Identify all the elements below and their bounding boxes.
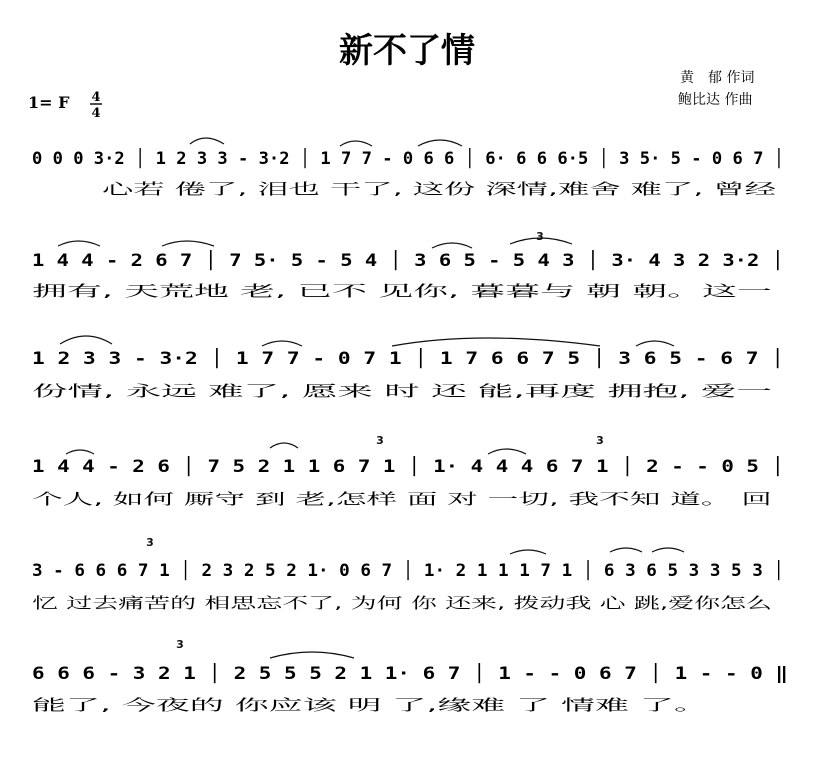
lyricist-credit: 黄 郁 作词: [680, 70, 755, 86]
composer-credit: 鲍比达 作曲: [678, 92, 753, 108]
slur: [510, 550, 546, 554]
slur: [60, 336, 112, 344]
slur: [162, 241, 214, 246]
notation-line: 1 2 3 3 - 3·2 │ 1 7 7 - 0 7 1 │ 1 7 6 6 7 5 │ 3 6 5 - 6 7 │: [32, 349, 636, 369]
slur: [652, 548, 684, 552]
triplet-three: 3: [176, 638, 184, 651]
notation-line: 3 - 6 6 6 7 1 │ 2 3 2 5 2 1· 0 6 7 │ 1· 2 1 1 1 7 1 │ 6 3 6 5 3 3 5 3 │: [32, 561, 759, 581]
score-header: [28, 31, 754, 121]
triplet-three: 3: [596, 434, 604, 447]
system-3: [32, 348, 784, 400]
notation-line: 1 4 4 - 2 6 │ 7 5 2 1 1 6 7 1 │ 1· 4 4 4 6 7 1 │ 2 - - 0 5 │: [32, 457, 647, 477]
lyrics-line: 能了, 今夜的 你应该 明 了,缘难 了 情难 了。: [32, 696, 708, 714]
slur: [58, 241, 100, 246]
notation-line: 1 4 4 - 2 6 7 │ 7 5· 5 - 5 4 │ 3 6 5 - 5 4 3 │ 3· 4 3 2 3·2 │: [32, 251, 657, 271]
slur: [190, 138, 224, 144]
system-5: [32, 560, 784, 612]
system-2: [32, 250, 784, 300]
key-signature: 1= F: [28, 93, 70, 112]
lyrics-line: 个人, 如何 厮守 到 老,怎样 面 对 一切, 我不知 道。 回: [32, 490, 773, 508]
lyrics-line: 忆 过去痛苦的 相思忘不了, 为何 你 还来, 拨动我 心 跳,爱你怎么: [32, 594, 772, 612]
notation-line: 6 6 6 - 3 2 1 │ 2 5 5 5 2 1 1· 6 7 │ 1 - - 0 6 7 │ 1 - - 0 ‖: [32, 664, 647, 684]
song-title: 新不了情: [339, 31, 475, 71]
time-signature-top: 4: [91, 90, 101, 105]
lyrics-line: 拥有, 天荒地 老, 已不 见你, 暮暮与 朝 朝。这一: [32, 282, 772, 300]
slur: [340, 141, 372, 146]
slur: [270, 652, 354, 658]
slur: [610, 548, 642, 552]
triplet-three: 3: [146, 536, 154, 549]
system-4: [32, 456, 784, 508]
system-1: [32, 148, 784, 198]
slur: [262, 341, 302, 346]
slur: [270, 443, 298, 448]
lyrics-line: 份情, 永远 难了, 愿来 时 还 能,再度 拥抱, 爱一: [32, 382, 772, 400]
lyrics-line: 心若 倦了, 泪也 干了, 这份 深情,难舍 难了, 曾经: [102, 180, 776, 198]
slur: [636, 341, 674, 346]
slur: [392, 338, 600, 346]
notation-line: 0 0 0 3·2 │ 1 2 3 3 - 3·2 │ 1 7 7 - 0 6 6 │ 6· 6 6 6·5 │ 3 5· 5 - 0 6 7 │: [32, 149, 780, 169]
slur: [66, 450, 94, 454]
triplet-three: 3: [536, 230, 544, 243]
time-signature-bottom: 4: [91, 106, 101, 121]
triplet-three: 3: [376, 434, 384, 447]
system-6: [32, 663, 788, 714]
slur: [488, 449, 526, 454]
slur: [418, 140, 462, 146]
slur: [432, 243, 472, 248]
